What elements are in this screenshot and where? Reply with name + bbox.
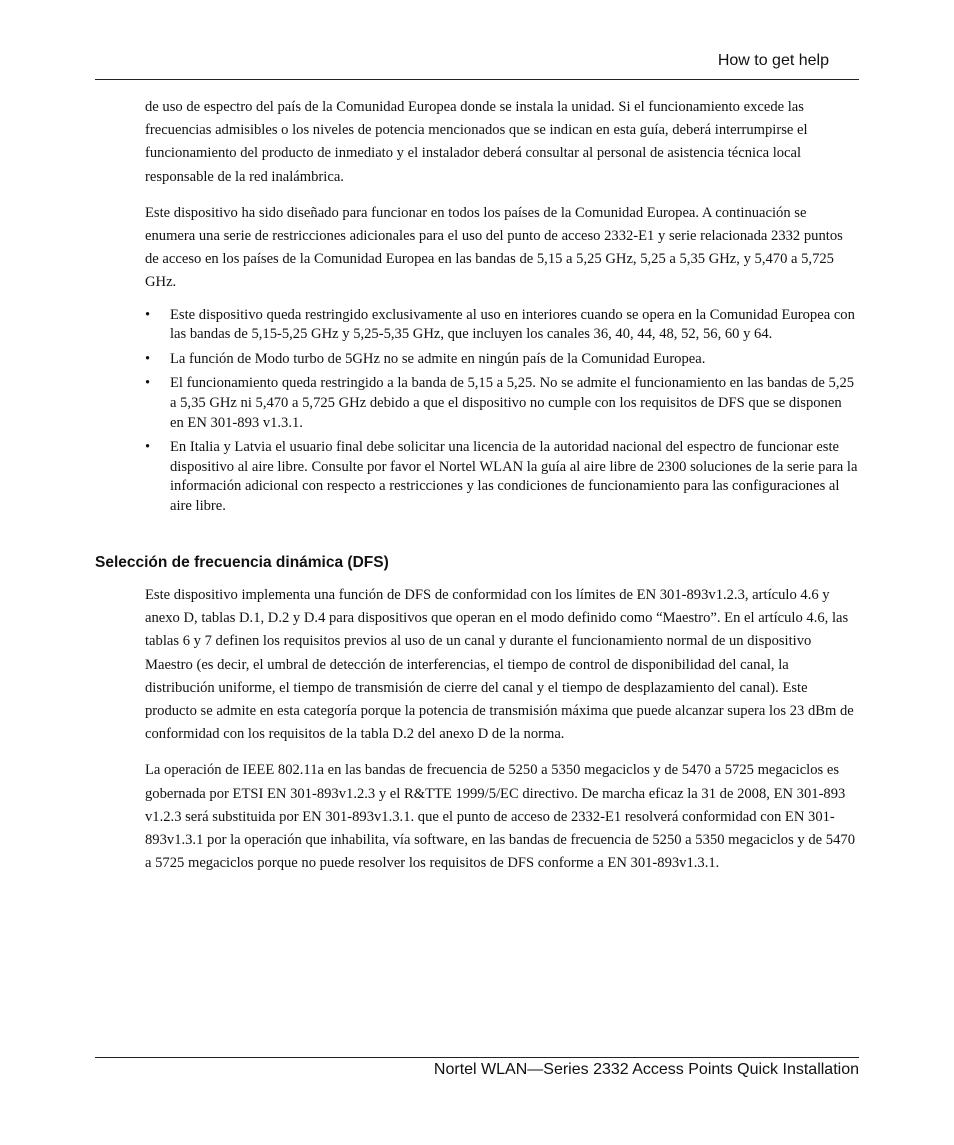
- list-item-text: La función de Modo turbo de 5GHz no se admite en ningún país de la Comunidad Europea.: [170, 350, 706, 367]
- running-footer: Nortel WLAN—Series 2332 Access Points Quick Installation: [433, 1061, 859, 1078]
- list-item: [145, 438, 859, 516]
- header-rule: [95, 79, 859, 80]
- list-item: [145, 350, 859, 370]
- list-item-text: En Italia y Latvia el usuario final debe solicitar una licencia de la autoridad nacional del espectro de funcionar este dispositivo al aire libre. Consulte por favor el Nortel WLAN la guía al aire libre de 2300 soluciones de la serie para la información adicional con respecto a restricciones y las condiciones de funcionamiento para las configuraciones al aire libre.: [170, 439, 858, 514]
- restrictions-list: [145, 306, 859, 517]
- paragraph-1: de uso de espectro del país de la Comunidad Europea donde se instala la unidad. Si el funcionamiento excede las frecuencias admisibles o los niveles de potencia mencionados que se indican en esta guía, deberá interrumpirse el funcionamiento del producto de inmediato y el instalador deberá consultar al personal de asistencia técnica local responsable de la red inalámbrica.: [145, 99, 808, 185]
- footer-rule: [95, 1057, 859, 1058]
- bullet-icon: •: [145, 375, 151, 392]
- page-body-dfs: [145, 584, 859, 875]
- list-item-text: El funcionamiento queda restringido a la banda de 5,15 a 5,25. No se admite el funcionamiento en las bandas de 5,25 a 5,35 GHz ni 5,470 a 5,725 GHz debido a que el dispositivo no cumple con los requisitos de DFS que se disponen en EN 301-893 v1.3.1.: [170, 375, 855, 431]
- bullet-icon: •: [145, 350, 151, 367]
- page-body-top: [145, 96, 859, 522]
- running-header: How to get help: [717, 52, 829, 69]
- list-item-text: Este dispositivo queda restringido exclusivamente al uso en interiores cuando se opera en la Comunidad Europea con las bandas de 5,15-5,25 GHz y 5,25-5,35 GHz, que incluyen los canales 36, 40, 44, 48, 52, 56, 60 y 64.: [170, 306, 855, 343]
- paragraph-3: Este dispositivo implementa una función de DFS de conformidad con los límites de EN 301-893v1.2.3, artículo 4.6 y anexo D, tablas D.1, D.2 y D.4 para dispositivos que operan en el modo definido como “Maestro”. En el artículo 4.6, las tablas 6 y 7 definen los requisitos previos al uso de un canal y durante el funcionamiento normal de un dispositivo Maestro (es decir, el umbral de detección de interferencias, el tiempo de control de disponibilidad del canal, la distribución uniforme, el tiempo de transmisión de cierre del canal y el tiempo de desplazamiento del canal). Este producto se admite en esta categoría porque la potencia de transmisión máxima que puede alcanzar supera los 23 dBm de conformidad con los requisitos de la tabla D.2 del anexo D de la norma.: [145, 587, 854, 743]
- section-heading: Selección de frecuencia dinámica (DFS): [95, 554, 389, 571]
- list-item: [145, 374, 859, 433]
- bullet-icon: •: [145, 306, 151, 323]
- paragraph-2: Este dispositivo ha sido diseñado para funcionar en todos los países de la Comunidad Europea. A continuación se enumera una serie de restricciones adicionales para el uso del punto de acceso 2332-E1 y serie relacionada 2332 puntos de acceso en los países de la Comunidad Europea en las bandas de 5,15 a 5,25 GHz, 5,25 a 5,35 GHz, y 5,470 a 5,725 GHz.: [145, 204, 843, 291]
- bullet-icon: •: [145, 439, 151, 456]
- paragraph-4: La operación de IEEE 802.11a en las bandas de frecuencia de 5250 a 5350 megaciclos y de 5470 a 5725 megaciclos es gobernada por ETSI EN 301-893v1.2.3 y el R&TTE 1999/5/EC directivo. De marcha eficaz la 31 de 2008, EN 301-893 v1.2.3 será substituida por EN 301-893v1.3.1. que el punto de acceso de 2332-E1 resolverá conformidad con EN 301-893v1.3.1 por la operación que inhabilita, vía software, en las bandas de frecuencia de 5250 a 5350 megaciclos y de 5470 a 5725 megaciclos porque no puede resolver los requisitos de DFS conforme a EN 301-893v1.3.1.: [145, 762, 855, 872]
- list-item: [145, 306, 859, 345]
